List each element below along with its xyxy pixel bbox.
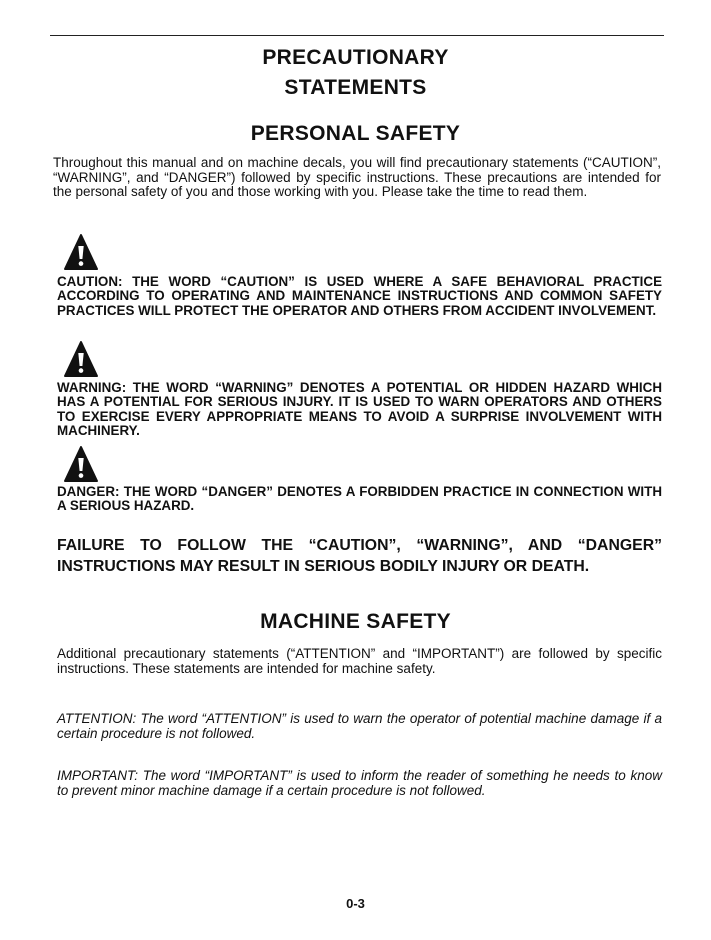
page-title-line1: PRECAUTIONARY xyxy=(262,46,449,69)
page-number: 0-3 xyxy=(346,896,365,911)
failure-warning-line2: INSTRUCTIONS MAY RESULT IN SERIOUS BODILY INJURY OR DEATH. xyxy=(57,558,590,575)
danger-notice: DANGER: THE WORD “DANGER” DENOTES A FORBIDDEN PRACTICE IN CONNECTION WITH A SERIOUS HAZARD. xyxy=(57,484,662,514)
machine-safety-heading: MACHINE SAFETY xyxy=(260,610,451,633)
machine-safety-intro: Additional precautionary statements (“ATTENTION” and “IMPORTANT”) are followed by specific instructions. These statements are intended for machine safety. xyxy=(57,646,662,676)
caution-notice: CAUTION: THE WORD “CAUTION” IS USED WHERE A SAFE BEHAVIORAL PRACTICE ACCORDING TO OPERATING AND MAINTENANCE INSTRUCTIONS AND COMMON SAFETY PRACTICES WILL PROTECT THE OPERATOR AND OTHERS FROM ACCIDENT INVOLVEMENT. xyxy=(57,274,662,318)
important-statement: IMPORTANT: The word “IMPORTANT” is used to inform the reader of something he needs to know to prevent minor machine damage if a certain procedure is not followed. xyxy=(57,768,662,798)
page-title-line2: STATEMENTS xyxy=(284,76,427,99)
failure-warning-line1: FAILURE TO FOLLOW THE “CAUTION”, “WARNING”, AND “DANGER” xyxy=(57,537,662,554)
warning-triangle-icon xyxy=(63,445,99,483)
failure-warning xyxy=(57,535,662,577)
personal-safety-intro: Throughout this manual and on machine decals, you will find precautionary statements (“CAUTION”, “WARNING”, and “DANGER”) followed by specific instructions. These precautions are intended for the personal safety of you and those working with you. Please take the time to read them. xyxy=(53,155,661,200)
personal-safety-heading: PERSONAL SAFETY xyxy=(250,122,461,145)
warning-notice: WARNING: THE WORD “WARNING” DENOTES A POTENTIAL OR HIDDEN HAZARD WHICH HAS A POTENTIAL FOR SERIOUS INJURY. IT IS USED TO WARN OPERATORS AND OTHERS TO EXERCISE EVERY APPROPRIATE MEANS TO AVOID A SURPRISE INVOLVEMENT WITH MACHINERY. xyxy=(57,380,662,438)
warning-triangle-icon xyxy=(63,233,99,271)
warning-triangle-icon xyxy=(63,340,99,378)
header-rule xyxy=(50,35,664,36)
attention-statement: ATTENTION: The word “ATTENTION” is used to warn the operator of potential machine damage if a certain procedure is not followed. xyxy=(57,711,662,741)
